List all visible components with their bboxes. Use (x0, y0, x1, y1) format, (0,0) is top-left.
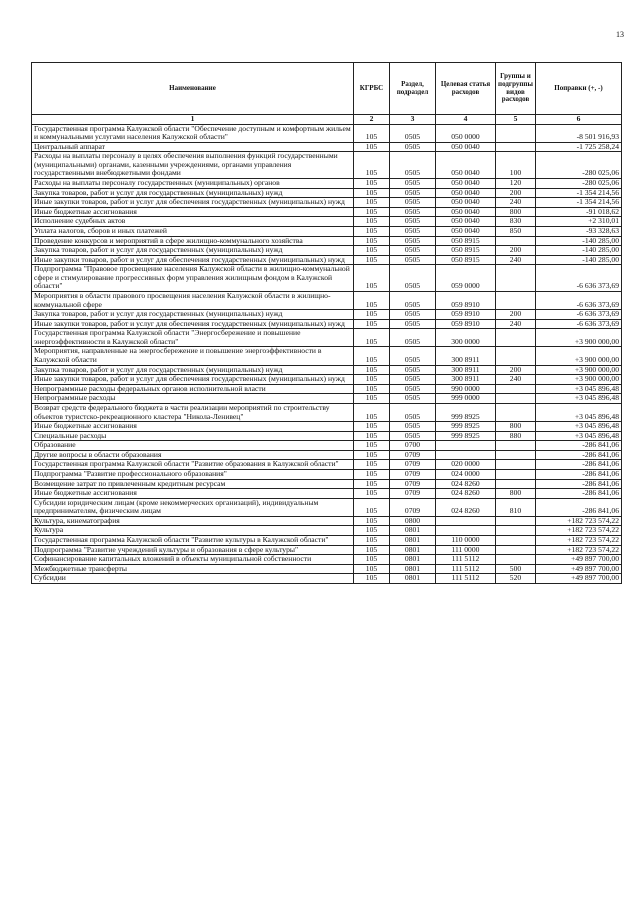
cell-group: 520 (496, 574, 536, 584)
table-row (32, 526, 622, 536)
cell-kgrbs: 105 (354, 142, 390, 152)
cell-kgrbs: 105 (354, 255, 390, 265)
cell-target: 024 8260 (436, 479, 496, 489)
table-row (32, 124, 622, 142)
cell-name: Государственная программа Калужской области "Развитие культуры в Калужской области" (32, 536, 354, 546)
cell-section: 0505 (390, 431, 436, 441)
cell-section: 0709 (390, 489, 436, 499)
cell-group (496, 265, 536, 292)
table-row (32, 265, 622, 292)
cell-target: 024 0000 (436, 469, 496, 479)
cell-group (496, 555, 536, 565)
cell-target (436, 441, 496, 451)
cell-name: Образование (32, 441, 354, 451)
cell-target: 111 5112 (436, 555, 496, 565)
header-group: Группы и подгруппы видов расходов (496, 63, 536, 115)
cell-amount: +3 900 000,00 (536, 375, 622, 385)
cell-name: Иные закупки товаров, работ и услуг для обеспечения государственных (муниципальных) нужд (32, 255, 354, 265)
cell-section: 0505 (390, 179, 436, 189)
table-row (32, 450, 622, 460)
cell-target (436, 516, 496, 526)
cell-section: 0505 (390, 329, 436, 347)
cell-kgrbs: 105 (354, 152, 390, 179)
table-row (32, 226, 622, 236)
cell-target: 300 8911 (436, 347, 496, 365)
cell-kgrbs: 105 (354, 526, 390, 536)
cell-amount: +2 310,01 (536, 217, 622, 227)
cell-name: Проведение конкурсов и мероприятий в сфере жилищно-коммунального хозяйства (32, 236, 354, 246)
cell-target: 111 5112 (436, 574, 496, 584)
cell-amount: -140 285,00 (536, 255, 622, 265)
cell-kgrbs: 105 (354, 226, 390, 236)
cell-amount: -8 501 916,93 (536, 124, 622, 142)
cell-section: 0505 (390, 207, 436, 217)
cell-amount: +3 900 000,00 (536, 347, 622, 365)
cell-name: Подпрограмма "Развитие учреждений культуры и образования в сфере культуры" (32, 545, 354, 555)
cell-group (496, 460, 536, 470)
cell-section: 0801 (390, 545, 436, 555)
table-row (32, 431, 622, 441)
cell-section: 0505 (390, 217, 436, 227)
cell-amount: -286 841,06 (536, 469, 622, 479)
table-row (32, 403, 622, 421)
cell-amount: +3 900 000,00 (536, 365, 622, 375)
cell-name: Иные бюджетные ассигнования (32, 422, 354, 432)
cell-target: 999 8925 (436, 431, 496, 441)
cell-kgrbs: 105 (354, 489, 390, 499)
cell-group (496, 142, 536, 152)
cell-section: 0709 (390, 479, 436, 489)
cell-group: 240 (496, 198, 536, 208)
cell-kgrbs: 105 (354, 394, 390, 404)
cell-target: 059 0000 (436, 265, 496, 292)
cell-group: 240 (496, 375, 536, 385)
cell-name: Закупка товаров, работ и услуг для государственных (муниципальных) нужд (32, 310, 354, 320)
cell-name: Подпрограмма "Развитие профессионального образования" (32, 469, 354, 479)
cell-name: Культура (32, 526, 354, 536)
cell-amount: +3 900 000,00 (536, 329, 622, 347)
table-row (32, 310, 622, 320)
cell-name: Софинансирование капитальных вложений в объекты муниципальной собственности (32, 555, 354, 565)
cell-target (436, 526, 496, 536)
cell-section: 0505 (390, 365, 436, 375)
cell-group: 120 (496, 179, 536, 189)
table-row (32, 142, 622, 152)
cell-group: 830 (496, 217, 536, 227)
cell-amount: -6 636 373,69 (536, 291, 622, 309)
cell-name: Центральный аппарат (32, 142, 354, 152)
cell-group (496, 384, 536, 394)
cell-group (496, 450, 536, 460)
cell-section: 0505 (390, 226, 436, 236)
cell-name: Непрограммные расходы (32, 394, 354, 404)
budget-amendments-table (31, 62, 622, 584)
cell-amount: +182 723 574,22 (536, 536, 622, 546)
cell-name: Субсидии (32, 574, 354, 584)
table-row (32, 574, 622, 584)
cell-kgrbs: 105 (354, 460, 390, 470)
cell-group: 100 (496, 152, 536, 179)
cell-amount: -6 636 373,69 (536, 265, 622, 292)
cell-section: 0505 (390, 291, 436, 309)
cell-target: 059 8910 (436, 319, 496, 329)
table-row (32, 319, 622, 329)
cell-group: 850 (496, 226, 536, 236)
cell-group: 200 (496, 188, 536, 198)
table-row (32, 489, 622, 499)
cell-kgrbs: 105 (354, 441, 390, 451)
cell-name: Культура, кинематография (32, 516, 354, 526)
table-row (32, 564, 622, 574)
cell-amount: +49 897 700,00 (536, 564, 622, 574)
cell-group (496, 441, 536, 451)
cell-section: 0700 (390, 441, 436, 451)
table-row (32, 198, 622, 208)
cell-section: 0505 (390, 422, 436, 432)
cell-kgrbs: 105 (354, 384, 390, 394)
cell-group (496, 236, 536, 246)
cell-section: 0709 (390, 469, 436, 479)
cell-amount: -286 841,06 (536, 498, 622, 516)
cell-amount: -140 285,00 (536, 236, 622, 246)
cell-section: 0505 (390, 255, 436, 265)
cell-amount: -280 025,06 (536, 152, 622, 179)
cell-target: 050 8915 (436, 246, 496, 256)
cell-target: 050 0040 (436, 179, 496, 189)
cell-target: 050 0040 (436, 142, 496, 152)
cell-amount: -286 841,06 (536, 441, 622, 451)
cell-amount: +49 897 700,00 (536, 555, 622, 565)
cell-group (496, 347, 536, 365)
table-row (32, 329, 622, 347)
col-number: 1 (32, 115, 354, 125)
cell-group (496, 536, 536, 546)
cell-section: 0709 (390, 498, 436, 516)
table-row (32, 255, 622, 265)
table-row (32, 375, 622, 385)
cell-target: 999 0000 (436, 394, 496, 404)
column-numbers-row (32, 115, 622, 125)
table-row (32, 555, 622, 565)
cell-name: Государственная программа Калужской области "Обеспечение доступным и комфортным жильем и коммунальными услугами населения Калужской области" (32, 124, 354, 142)
cell-amount: -286 841,06 (536, 450, 622, 460)
cell-kgrbs: 105 (354, 319, 390, 329)
cell-amount: -1 354 214,56 (536, 188, 622, 198)
cell-section: 0505 (390, 188, 436, 198)
cell-section: 0505 (390, 384, 436, 394)
header-section: Раздел, подраздел (390, 63, 436, 115)
cell-name: Мероприятия в области правового просвещения населения Калужской области в жилищно-коммунальной сфере (32, 291, 354, 309)
cell-kgrbs: 105 (354, 198, 390, 208)
cell-group (496, 469, 536, 479)
cell-kgrbs: 105 (354, 347, 390, 365)
cell-name: Межбюджетные трансферты (32, 564, 354, 574)
cell-group: 240 (496, 319, 536, 329)
header-name: Наименование (32, 63, 354, 115)
table-row (32, 469, 622, 479)
cell-amount: -6 636 373,69 (536, 319, 622, 329)
cell-amount: +3 045 896,48 (536, 394, 622, 404)
header-amend: Поправки (+, -) (536, 63, 622, 115)
cell-kgrbs: 105 (354, 431, 390, 441)
cell-amount: +49 897 700,00 (536, 574, 622, 584)
cell-target: 111 0000 (436, 545, 496, 555)
table-row (32, 479, 622, 489)
cell-group (496, 526, 536, 536)
table-row (32, 188, 622, 198)
cell-name: Другие вопросы в области образования (32, 450, 354, 460)
cell-amount: -91 018,62 (536, 207, 622, 217)
cell-group (496, 516, 536, 526)
cell-section: 0505 (390, 347, 436, 365)
cell-target: 111 5112 (436, 564, 496, 574)
cell-kgrbs: 105 (354, 516, 390, 526)
cell-section: 0505 (390, 198, 436, 208)
cell-group (496, 124, 536, 142)
cell-amount: -6 636 373,69 (536, 310, 622, 320)
cell-kgrbs: 105 (354, 188, 390, 198)
table-row (32, 365, 622, 375)
cell-name: Расходы на выплаты персоналу государственных (муниципальных) органов (32, 179, 354, 189)
cell-target (436, 450, 496, 460)
col-number: 6 (536, 115, 622, 125)
cell-section: 0505 (390, 310, 436, 320)
cell-name: Подпрограмма "Правовое просвещение населения Калужской области в жилищно-коммунальной сфере и стимулирование прогрессивных форм управления жилищным фондом в Калужской области" (32, 265, 354, 292)
cell-group: 200 (496, 310, 536, 320)
cell-name: Закупка товаров, работ и услуг для государственных (муниципальных) нужд (32, 365, 354, 375)
cell-kgrbs: 105 (354, 179, 390, 189)
table-header-row (32, 63, 622, 115)
cell-section: 0801 (390, 564, 436, 574)
cell-kgrbs: 105 (354, 536, 390, 546)
cell-kgrbs: 105 (354, 469, 390, 479)
cell-amount: +3 045 896,48 (536, 403, 622, 421)
cell-kgrbs: 105 (354, 450, 390, 460)
cell-kgrbs: 105 (354, 555, 390, 565)
cell-section: 0505 (390, 142, 436, 152)
cell-amount: -280 025,06 (536, 179, 622, 189)
cell-group: 800 (496, 207, 536, 217)
cell-amount: +3 045 896,48 (536, 422, 622, 432)
cell-target: 999 8925 (436, 403, 496, 421)
cell-section: 0505 (390, 403, 436, 421)
table-row (32, 516, 622, 526)
cell-kgrbs: 105 (354, 124, 390, 142)
cell-kgrbs: 105 (354, 574, 390, 584)
table-row (32, 536, 622, 546)
col-number: 3 (390, 115, 436, 125)
cell-kgrbs: 105 (354, 564, 390, 574)
cell-target: 059 8910 (436, 291, 496, 309)
cell-name: Специальные расходы (32, 431, 354, 441)
cell-target: 050 0040 (436, 198, 496, 208)
cell-amount: -286 841,06 (536, 460, 622, 470)
cell-kgrbs: 105 (354, 403, 390, 421)
cell-kgrbs: 105 (354, 545, 390, 555)
table-row (32, 217, 622, 227)
cell-kgrbs: 105 (354, 310, 390, 320)
cell-target: 020 0000 (436, 460, 496, 470)
cell-target: 024 8260 (436, 489, 496, 499)
cell-group (496, 479, 536, 489)
cell-target: 050 8915 (436, 236, 496, 246)
cell-target: 050 0000 (436, 124, 496, 142)
table-row (32, 291, 622, 309)
cell-amount: -286 841,06 (536, 489, 622, 499)
table-row (32, 460, 622, 470)
cell-target: 059 8910 (436, 310, 496, 320)
cell-section: 0801 (390, 536, 436, 546)
cell-amount: -1 725 258,24 (536, 142, 622, 152)
cell-name: Закупка товаров, работ и услуг для государственных (муниципальных) нужд (32, 246, 354, 256)
cell-section: 0800 (390, 516, 436, 526)
table-row (32, 152, 622, 179)
cell-name: Возмещение затрат по привлеченным кредитным ресурсам (32, 479, 354, 489)
cell-group: 800 (496, 489, 536, 499)
cell-group (496, 545, 536, 555)
cell-name: Иные закупки товаров, работ и услуг для обеспечения государственных (муниципальных) нужд (32, 375, 354, 385)
cell-kgrbs: 105 (354, 479, 390, 489)
cell-section: 0505 (390, 246, 436, 256)
cell-kgrbs: 105 (354, 422, 390, 432)
cell-kgrbs: 105 (354, 365, 390, 375)
cell-group (496, 329, 536, 347)
col-number: 4 (436, 115, 496, 125)
cell-section: 0505 (390, 319, 436, 329)
cell-kgrbs: 105 (354, 236, 390, 246)
cell-section: 0505 (390, 394, 436, 404)
table-row (32, 384, 622, 394)
cell-section: 0505 (390, 152, 436, 179)
cell-section: 0709 (390, 460, 436, 470)
cell-name: Государственная программа Калужской области "Энергосбережение и повышение энергоэффективности в Калужской области" (32, 329, 354, 347)
cell-section: 0505 (390, 375, 436, 385)
table-row (32, 545, 622, 555)
page-number: 13 (616, 30, 624, 39)
cell-kgrbs: 105 (354, 246, 390, 256)
cell-name: Иные бюджетные ассигнования (32, 489, 354, 499)
cell-name: Иные закупки товаров, работ и услуг для обеспечения государственных (муниципальных) нужд (32, 319, 354, 329)
cell-amount: -286 841,06 (536, 479, 622, 489)
cell-group: 880 (496, 431, 536, 441)
cell-kgrbs: 105 (354, 291, 390, 309)
col-number: 2 (354, 115, 390, 125)
cell-amount: +182 723 574,22 (536, 545, 622, 555)
cell-name: Уплата налогов, сборов и иных платежей (32, 226, 354, 236)
cell-target: 999 8925 (436, 422, 496, 432)
cell-target: 300 0000 (436, 329, 496, 347)
cell-section: 0505 (390, 236, 436, 246)
cell-name: Иные закупки товаров, работ и услуг для обеспечения государственных (муниципальных) нужд (32, 198, 354, 208)
cell-target: 110 0000 (436, 536, 496, 546)
cell-kgrbs: 105 (354, 498, 390, 516)
cell-target: 050 0040 (436, 226, 496, 236)
cell-target: 050 0040 (436, 207, 496, 217)
cell-amount: +182 723 574,22 (536, 516, 622, 526)
table-row (32, 207, 622, 217)
table-row (32, 422, 622, 432)
cell-name: Иные бюджетные ассигнования (32, 207, 354, 217)
cell-kgrbs: 105 (354, 207, 390, 217)
cell-name: Расходы на выплаты персоналу в целях обеспечения выполнения функций государственными (муниципальными) органами, казенными учреждениями, органами управления государственными внебюджетными фондами (32, 152, 354, 179)
cell-group: 810 (496, 498, 536, 516)
cell-amount: -93 328,63 (536, 226, 622, 236)
table-row (32, 236, 622, 246)
table-row (32, 498, 622, 516)
cell-group (496, 394, 536, 404)
cell-group: 200 (496, 365, 536, 375)
cell-amount: -140 285,00 (536, 246, 622, 256)
cell-target: 300 8911 (436, 365, 496, 375)
cell-target: 024 8260 (436, 498, 496, 516)
cell-name: Государственная программа Калужской области "Развитие образования в Калужской области" (32, 460, 354, 470)
cell-target: 050 0040 (436, 188, 496, 198)
cell-group: 200 (496, 246, 536, 256)
cell-amount: +3 045 896,48 (536, 431, 622, 441)
cell-target: 300 8911 (436, 375, 496, 385)
cell-section: 0801 (390, 526, 436, 536)
cell-name: Субсидии юридическим лицам (кроме некоммерческих организаций), индивидуальным предпринимателям, физическим лицам (32, 498, 354, 516)
cell-name: Мероприятия, направленные на энергосбережение и повышение энергоэффективности в Калужской области (32, 347, 354, 365)
cell-group (496, 291, 536, 309)
table-row (32, 179, 622, 189)
cell-section: 0709 (390, 450, 436, 460)
cell-section: 0801 (390, 555, 436, 565)
table-row (32, 347, 622, 365)
cell-target: 050 0040 (436, 217, 496, 227)
cell-amount: -1 354 214,56 (536, 198, 622, 208)
cell-section: 0801 (390, 574, 436, 584)
cell-section: 0505 (390, 124, 436, 142)
cell-name: Исполнение судебных актов (32, 217, 354, 227)
cell-kgrbs: 105 (354, 265, 390, 292)
cell-target: 990 0000 (436, 384, 496, 394)
table-row (32, 394, 622, 404)
header-target: Целевая статья расходов (436, 63, 496, 115)
table-row (32, 246, 622, 256)
cell-group: 800 (496, 422, 536, 432)
cell-target: 050 8915 (436, 255, 496, 265)
cell-name: Непрограммные расходы федеральных органов исполнительной власти (32, 384, 354, 394)
cell-name: Закупка товаров, работ и услуг для государственных (муниципальных) нужд (32, 188, 354, 198)
cell-target: 050 0040 (436, 152, 496, 179)
cell-group (496, 403, 536, 421)
cell-kgrbs: 105 (354, 217, 390, 227)
cell-name: Возврат средств федерального бюджета в части реализации мероприятий по строительству объектов туристско-рекреационного кластера "Никола-Ленивец" (32, 403, 354, 421)
cell-section: 0505 (390, 265, 436, 292)
cell-group: 500 (496, 564, 536, 574)
table-row (32, 441, 622, 451)
cell-group: 240 (496, 255, 536, 265)
cell-amount: +3 045 896,48 (536, 384, 622, 394)
cell-amount: +182 723 574,22 (536, 526, 622, 536)
col-number: 5 (496, 115, 536, 125)
cell-kgrbs: 105 (354, 329, 390, 347)
header-kgrbs: КГРБС (354, 63, 390, 115)
cell-kgrbs: 105 (354, 375, 390, 385)
